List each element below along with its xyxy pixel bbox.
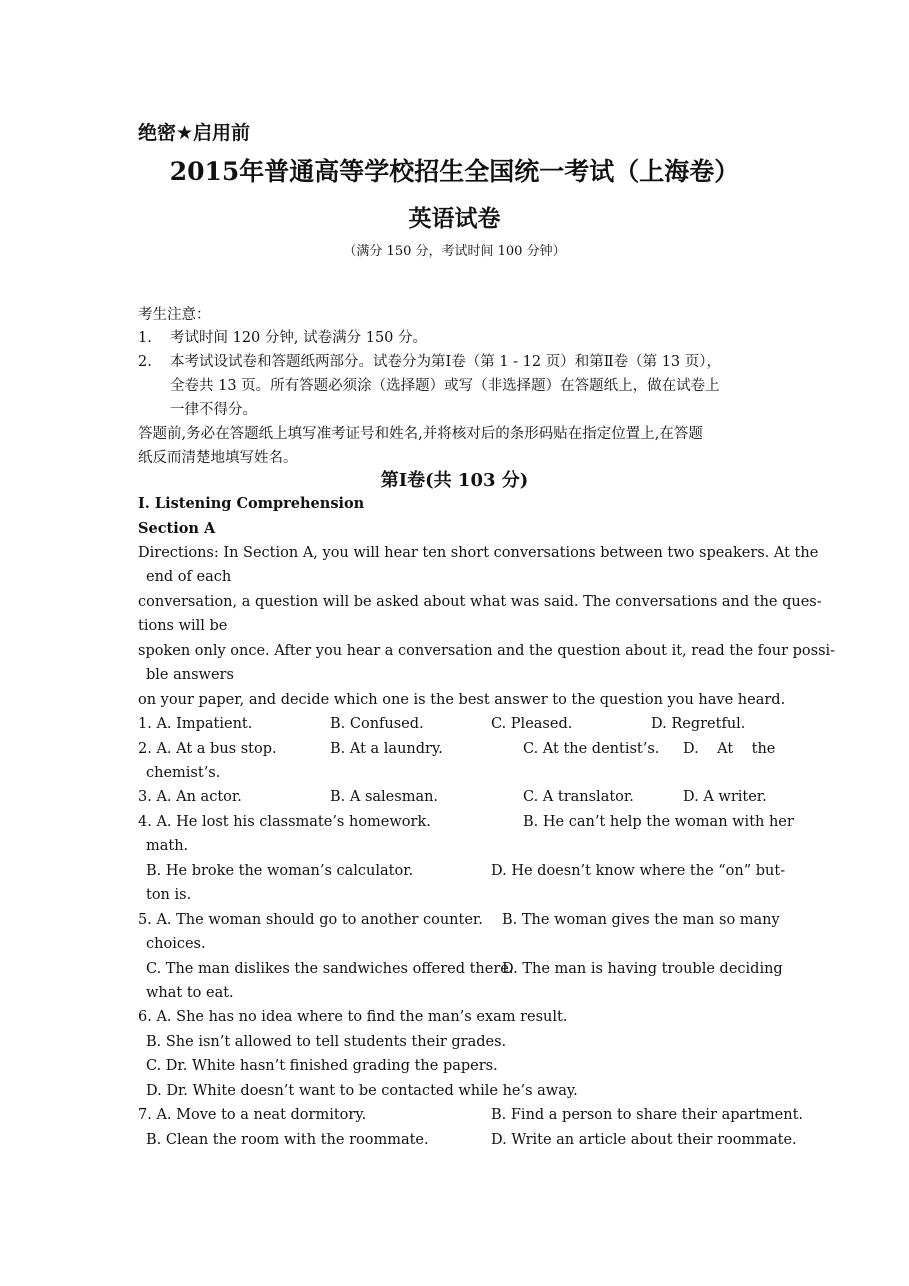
- section-a-heading: Section A: [138, 520, 216, 537]
- q5-option-d-cont: what to eat.: [146, 985, 234, 1001]
- section-heading: I. Listening Comprehension: [138, 495, 365, 512]
- q6-option-d: D. Dr. White doesn’t want to be contacted while he’s away.: [146, 1083, 578, 1099]
- q4-option-a: 4. A. He lost his classmate’s homework.: [138, 814, 431, 830]
- notice-extra-line-1: 答题前,务必在答题纸上填写准考证号和姓名,并将核对后的条形码贴在指定位置上,在答题: [138, 426, 703, 442]
- directions-line-2: end of each: [146, 569, 232, 585]
- q3-option-b: B. A salesman.: [330, 789, 439, 805]
- q1-option-d: D. Regretful.: [651, 716, 746, 732]
- q5-option-c: C. The man dislikes the sandwiches offered there.: [146, 961, 514, 977]
- q7-option-c: B. Clean the room with the roommate.: [146, 1132, 429, 1148]
- q5-option-b: B. The woman gives the man so many: [502, 912, 780, 928]
- q2-option-d-cont: chemist’s.: [146, 765, 221, 781]
- q5-option-b-cont: choices.: [146, 936, 206, 952]
- q1-option-c: C. Pleased.: [491, 716, 573, 732]
- q1-option-b: B. Confused.: [330, 716, 424, 732]
- notice-item-2-line-2: 全卷共 13 页。所有答题必须涂（选择题）或写（非选择题）在答题纸上，做在试卷上: [170, 378, 720, 394]
- notice-item-1-text: 考试时间 120 分钟, 试卷满分 150 分。: [170, 330, 428, 346]
- q4-option-c: B. He broke the woman’s calculator.: [146, 863, 414, 879]
- exam-subtitle: 英语试卷: [408, 205, 501, 232]
- notice-item-1: [138, 326, 427, 347]
- notice-extra-line-2: 纸反而清楚地填写姓名。: [138, 450, 298, 466]
- confidential-label: 绝密★启用前: [138, 122, 251, 144]
- notice-item-2-line-3: 一律不得分。: [170, 402, 257, 418]
- q4-option-b: B. He can’t help the woman with her: [523, 814, 794, 830]
- directions-line-5: spoken only once. After you hear a conversation and the question about it, read the four possi-: [138, 643, 836, 659]
- directions-line-7: on your paper, and decide which one is the best answer to the question you have heard.: [138, 692, 786, 708]
- directions-line-4: tions will be: [138, 618, 228, 634]
- q2-option-c: C. At the dentist’s.: [523, 741, 660, 757]
- q2-option-a: 2. A. At a bus stop.: [138, 741, 277, 757]
- notice-heading: 考生注意：: [138, 307, 211, 323]
- q3-option-a: 3. A. An actor.: [138, 789, 242, 805]
- q7-option-d: D. Write an article about their roommate.: [491, 1132, 797, 1148]
- q6-option-c: C. Dr. White hasn’t finished grading the papers.: [146, 1058, 498, 1074]
- score-time-note: （满分 150 分，考试时间 100 分钟）: [343, 244, 566, 259]
- q4-option-d-cont: ton is.: [146, 887, 192, 903]
- notice-item-1-num: 1.: [138, 330, 152, 346]
- directions-line-1: Directions: In Section A, you will hear ten short conversations between two speakers. At the: [138, 545, 819, 561]
- notice-item-2: [138, 350, 721, 371]
- notice-item-2-num: 2.: [138, 354, 152, 370]
- q1-option-a: 1. A. Impatient.: [138, 716, 253, 732]
- q2-option-d: D. At the: [683, 741, 776, 757]
- exam-title: 2015年普通高等学校招生全国统一考试（上海卷）: [169, 157, 740, 186]
- q7-option-b: B. Find a person to share their apartment.: [491, 1107, 804, 1123]
- q4-option-b-cont: math.: [146, 838, 189, 854]
- directions-line-3: conversation, a question will be asked about what was said. The conversations and the ques-: [138, 594, 822, 610]
- q3-option-d: D. A writer.: [683, 789, 767, 805]
- q5-option-a: 5. A. The woman should go to another counter.: [138, 912, 483, 928]
- q4-option-d: D. He doesn’t know where the “on” but-: [491, 863, 786, 879]
- q5-option-d: D. The man is having trouble deciding: [502, 961, 783, 977]
- q2-option-b: B. At a laundry.: [330, 741, 443, 757]
- q6-option-b: B. She isn’t allowed to tell students their grades.: [146, 1034, 507, 1050]
- part-1-title: 第Ⅰ卷(共 103 分): [380, 470, 529, 491]
- q7-option-a: 7. A. Move to a neat dormitory.: [138, 1107, 367, 1123]
- directions-line-6: ble answers: [146, 667, 234, 683]
- q6-option-a: 6. A. She has no idea where to find the man’s exam result.: [138, 1009, 568, 1025]
- notice-item-2-line-1: 本考试设试卷和答题纸两部分。试卷分为第Ⅰ卷（第 1 - 12 页）和第Ⅱ卷（第 13 页），: [170, 354, 722, 370]
- q3-option-c: C. A translator.: [523, 789, 634, 805]
